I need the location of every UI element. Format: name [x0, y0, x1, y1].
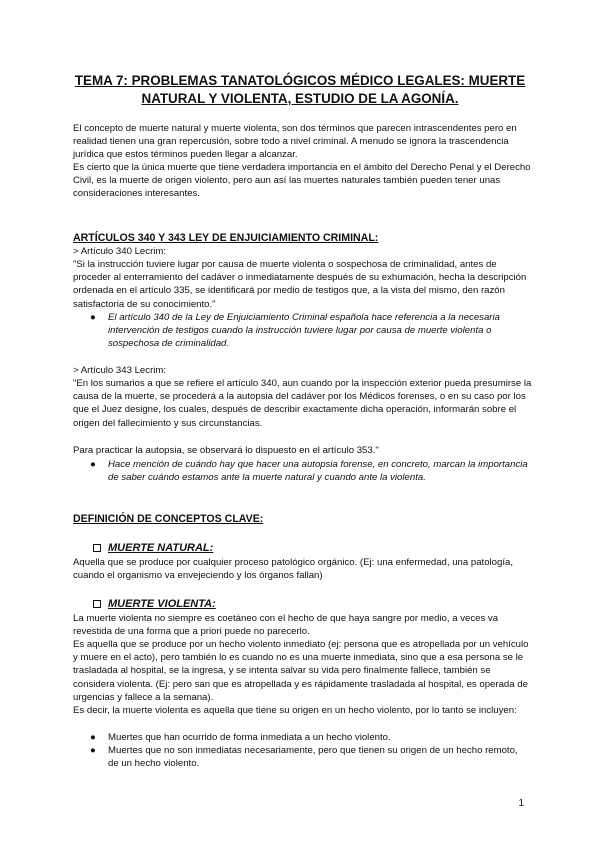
bullet-icon: ● [90, 459, 96, 470]
page-title: TEMA 7: PROBLEMAS TANATOLÓGICOS MÉDICO LEGALES: MUERTE NATURAL Y VIOLENTA, ESTUDIO DE LA AGONÍA. [74, 73, 526, 106]
subheading-label: MUERTE VIOLENTA: [108, 598, 216, 610]
muerte-natural-definition: Aquella que se produce por cualquier proceso patológico orgánico. (Ej: una enfermedad, una patología, cuando el organismo va envejeciendo y los órganos fallan) [73, 557, 514, 582]
page-number: 1 [518, 798, 524, 809]
list-item-text: Muertes que no son inmediatas necesariamente, pero que tienen su origen de un hecho remoto, de un hecho violento. [108, 745, 518, 770]
list-item [90, 458, 530, 484]
checkbox-bullet-icon [93, 544, 101, 552]
subheading-muerte-natural [93, 542, 213, 554]
article-340-quote: "Si la instrucción tuviere lugar por causa de muerte violenta o sospechosa de criminalidad, antes de proceder al enterramiento del cadáver o inmediatamente después de su exhumación, hecha la descripción ordenada en el artículo 335, se identificará por medio de testigos que, a la vista del mismo, den razón satisfactoria de su conocimiento." [73, 259, 527, 310]
list-item-text: Muertes que han ocurrido de forma inmediata a un hecho violento. [108, 732, 391, 743]
section-heading-articulos: ARTÍCULOS 340 Y 343 LEY DE ENJUICIAMIENTO CRIMINAL: [73, 232, 379, 244]
muerte-violenta-paragraph-3: Es decir, la muerte violenta es aquella que tiene su origen en un hecho violento, por lo tanto se incluyen: [73, 705, 517, 716]
bullet-icon: ● [90, 732, 96, 743]
list-item [90, 311, 530, 351]
subheading-muerte-violenta [93, 598, 216, 610]
article-340-commentary: El artículo 340 de la Ley de Enjuiciamiento Criminal española hace referencia a la necesaria intervención de testigos cuando la instrucción tuviere lugar por causa de muerte violenta o sospechosa de criminalidad. [108, 312, 500, 350]
section-heading-definicion: DEFINICIÓN DE CONCEPTOS CLAVE: [73, 513, 264, 525]
muerte-violenta-paragraph-2: Es aquella que se produce por un hecho violento inmediato (ej: persona que es atropellada por un vehículo y muere en el acto), pero también lo es cuando no es una muerte inmediata, sino que a esa persona se le trasladada al hospital, se la ingresa, y se intenta salvar su vida pero finalmente fallece, también se considera violenta. (Ej: pero san que es atropellada y es rápidamente trasladada al hospital, es operada de urgencias y fallece a la semana). [73, 639, 529, 703]
muerte-violenta-paragraph-1: La muerte violenta no siempre es coetáneo con el hecho de que haya sangre por medio, a veces va revestida de una forma que a priori puede no parecerlo. [73, 613, 499, 638]
intro-paragraph-2: Es cierto que la única muerte que tiene verdadera importancia en el ámbito del Derecho Penal y el Derecho Civil, es la muerte de origen violento, pero aun así las muertes naturales también pueden tener unas consideraciones interesantes. [73, 162, 531, 200]
article-343-commentary: Hace mención de cuándo hay que hacer una autopsia forense, en concreto, marcan la importancia de saber cuándo estamos ante la muerte natural y cuando ante la violenta. [108, 459, 528, 484]
subheading-label: MUERTE NATURAL: [108, 542, 214, 554]
checkbox-bullet-icon [93, 600, 101, 608]
list-item [90, 744, 530, 770]
article-340-label: > Artículo 340 Lecrim: [73, 246, 167, 257]
intro-paragraph-1: El concepto de muerte natural y muerte violenta, son dos términos que parecen intrascendentes pero en realidad tienen una gran repercusión, sobre todo a nivel criminal. A menudo se ignora la trascendencia jurídica que estos términos pueden llegar a alcanzar. [73, 123, 517, 161]
bullet-icon: ● [90, 312, 96, 323]
article-343-quote-end: Para practicar la autopsia, se observará lo dispuesto en el artículo 353." [73, 445, 379, 456]
article-343-quote: "En los sumarios a que se refiere el artículo 340, aun cuando por la inspección exterior pueda presumirse la causa de la muerte, se procederá a la autopsia del cadáver por los Médicos forenses, o en su caso por los que el Juez designe, los cuales, después de describir exactamente dicha operación, informarán sobre el origen del fallecimiento y sus circunstancias. [73, 378, 532, 429]
article-343-label: > Artículo 343 Lecrim: [73, 365, 167, 376]
bullet-icon: ● [90, 745, 96, 756]
list-item [90, 731, 530, 744]
